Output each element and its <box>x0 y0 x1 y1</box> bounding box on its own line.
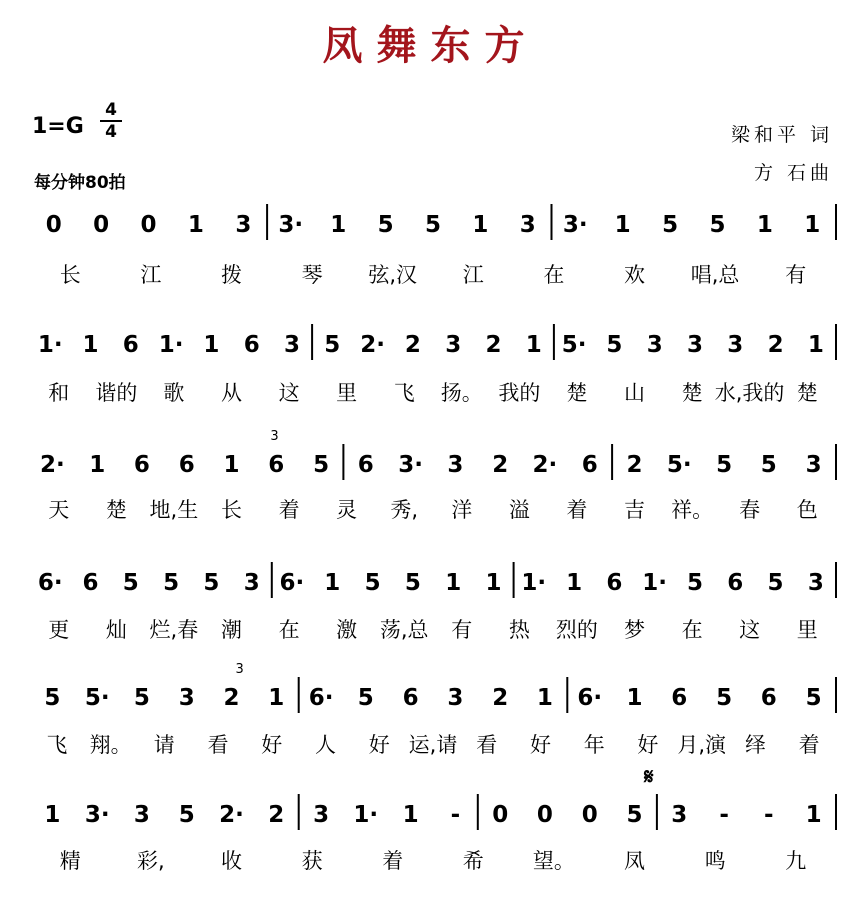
note: 5 <box>404 570 421 596</box>
note: 2 <box>485 332 502 358</box>
lyric-syllable: 梦 <box>624 618 645 642</box>
note: - <box>450 802 461 828</box>
note: 3 <box>805 452 822 478</box>
note: 1 <box>525 332 542 358</box>
lyric-syllable: 这 <box>278 381 300 405</box>
lyric-syllable: 灵 <box>336 498 358 522</box>
note: 2 <box>492 685 509 711</box>
lyric-syllable: 歌 <box>163 381 185 405</box>
lyric-syllable: 春 <box>739 498 761 522</box>
note: 1 <box>402 802 419 828</box>
note: 1 <box>472 212 489 238</box>
note: 5 <box>133 685 150 711</box>
note: 1 <box>485 570 502 596</box>
note: 1 <box>445 570 462 596</box>
lyric-syllable: 人 <box>315 733 336 757</box>
note: 3 <box>447 452 464 478</box>
note: 1 <box>566 570 583 596</box>
lyric-syllable: 请 <box>153 733 175 757</box>
time-signature-bottom: 4 <box>100 120 122 142</box>
note: 6 <box>727 570 744 596</box>
lyric-syllable: 琴 <box>301 263 323 287</box>
lyric-syllable: 运,请 <box>408 733 458 757</box>
lyric-syllable: 洋 <box>451 498 473 522</box>
note: 5 <box>324 332 341 358</box>
lyric-syllable: 楚 <box>681 381 703 405</box>
note: 6 <box>268 452 285 478</box>
note: 3· <box>84 802 110 828</box>
note: 2· <box>40 452 65 478</box>
lyric-syllable: 烈的 <box>555 618 598 642</box>
note: 5 <box>364 570 381 596</box>
note: 1· <box>353 802 379 828</box>
note: 6 <box>402 685 419 711</box>
note: 3 <box>447 685 464 711</box>
note: 6· <box>37 570 63 596</box>
lyric-syllable: 灿 <box>105 618 127 642</box>
note: 5 <box>686 570 704 596</box>
lyric-syllable: 收 <box>221 849 242 873</box>
note: 6 <box>581 452 598 478</box>
note: 1 <box>536 685 553 711</box>
tempo-marking: 每分钟80拍 <box>34 173 126 193</box>
note: 1· <box>37 332 63 358</box>
note: 5 <box>716 685 733 711</box>
note: 3 <box>178 685 195 711</box>
lyric-syllable: 月,演 <box>677 733 727 757</box>
note: 5 <box>662 212 679 238</box>
note: 5 <box>709 212 726 238</box>
lyric-syllable: 江 <box>462 263 484 287</box>
note: 2· <box>219 802 244 828</box>
lyric-syllable: 鸣 <box>704 849 726 873</box>
lyric-syllable: 祥。 <box>671 498 714 522</box>
note: 1 <box>44 802 61 828</box>
composer-credit: 方 石曲 <box>753 162 833 184</box>
lyric-syllable: 长 <box>221 498 242 522</box>
lyric-syllable: 地,生 <box>149 498 199 522</box>
note: 1 <box>203 332 220 358</box>
note: 6· <box>308 685 334 711</box>
note: 1 <box>805 802 822 828</box>
lyric-syllable: 热 <box>508 618 530 642</box>
lyric-syllable: 飞 <box>393 381 415 405</box>
lyric-syllable: 绎 <box>744 733 766 757</box>
lyric-syllable: 好 <box>368 733 390 757</box>
note: 1 <box>756 212 773 238</box>
lyric-syllable: 这 <box>739 618 761 642</box>
note: 0 <box>492 802 509 828</box>
note: 5 <box>163 570 180 596</box>
note: 5 <box>716 452 733 478</box>
note: 5 <box>313 452 330 478</box>
note: 3 <box>519 212 536 238</box>
note: 1 <box>82 332 99 358</box>
note: 3 <box>445 332 462 358</box>
note: 6 <box>82 570 99 596</box>
lyric-syllable: 长 <box>59 263 81 287</box>
lyric-syllable: 着 <box>566 498 588 522</box>
note: 5 <box>377 212 394 238</box>
note: 6 <box>243 332 260 358</box>
note: 0 <box>45 212 62 238</box>
lyric-syllable: 精 <box>59 849 81 873</box>
note: 2 <box>492 452 509 478</box>
note: 5 <box>178 802 195 828</box>
note: 1 <box>89 452 106 478</box>
note: 6 <box>760 685 777 711</box>
song-title: 凤舞东方 <box>322 22 539 69</box>
lyric-syllable: 看 <box>476 733 498 757</box>
triplet-mark: 3 <box>235 662 244 677</box>
lyric-syllable: 九 <box>785 849 807 873</box>
note: 0 <box>536 802 553 828</box>
note: 3 <box>243 570 260 596</box>
note: 3· <box>398 452 423 478</box>
note: 3· <box>562 212 588 238</box>
note: 1· <box>158 332 184 358</box>
lyric-syllable: 看 <box>207 733 229 757</box>
lyric-syllable: 在 <box>681 618 703 642</box>
lyric-syllable: 着 <box>798 733 820 757</box>
note: 2 <box>268 802 285 828</box>
lyric-syllable: 烂,春 <box>149 618 199 642</box>
note: 1 <box>626 685 643 711</box>
note: 5 <box>760 452 777 478</box>
lyric-syllable: 色 <box>796 498 818 522</box>
note: 5· <box>84 685 110 711</box>
lyric-syllable: 弦,汉 <box>368 263 418 287</box>
lyric-syllable: 有 <box>785 263 807 287</box>
note: 5 <box>122 570 139 596</box>
note: 1 <box>268 685 285 711</box>
note: 0 <box>581 802 598 828</box>
note: 0 <box>93 212 110 238</box>
lyric-syllable: 凤 <box>624 849 645 873</box>
note: 6· <box>577 685 603 711</box>
lyric-syllable: 飞 <box>46 733 68 757</box>
note: 1 <box>804 212 821 238</box>
lyric-syllable: 翔。 <box>89 733 132 757</box>
key-signature: 1=G <box>32 114 84 139</box>
lyric-syllable: 从 <box>221 381 242 405</box>
lyric-syllable: 着 <box>382 849 404 873</box>
lyric-syllable: 年 <box>583 733 605 757</box>
lyricist-credit: 梁和平 词 <box>730 124 833 146</box>
note: 2 <box>404 332 421 358</box>
note: 1 <box>324 570 341 596</box>
lyric-syllable: 谐的 <box>95 381 138 405</box>
lyric-syllable: 楚 <box>105 498 127 522</box>
lyric-syllable: 唱,总 <box>690 263 740 287</box>
triplet-mark: 3 <box>270 429 279 444</box>
note: 5 <box>606 332 623 358</box>
note: 6 <box>178 452 195 478</box>
segno-sign: 𝄋 <box>644 764 654 790</box>
lyric-syllable: 溢 <box>508 498 530 522</box>
note: 5 <box>626 802 643 828</box>
lyric-syllable: 在 <box>543 263 565 287</box>
lyric-syllable: 和 <box>48 381 70 405</box>
note: 1 <box>330 212 347 238</box>
note: 1· <box>642 570 667 596</box>
note: 5 <box>805 685 822 711</box>
lyric-syllable: 获 <box>301 849 323 873</box>
note: 5 <box>203 570 220 596</box>
lyric-syllable: 彩, <box>137 849 165 873</box>
note: - <box>764 802 774 828</box>
lyric-syllable: 天 <box>48 498 70 522</box>
note: 2 <box>223 685 240 711</box>
note: 5· <box>561 332 587 358</box>
lyric-syllable: 着 <box>278 498 300 522</box>
lyric-syllable: 潮 <box>221 618 242 642</box>
lyric-syllable: 山 <box>624 381 645 405</box>
note: 1· <box>521 570 547 596</box>
lyric-syllable: 扬。 <box>440 381 483 405</box>
lyric-syllable: 希 <box>462 849 484 873</box>
note: 3 <box>283 332 301 358</box>
lyric-syllable: 里 <box>336 381 358 405</box>
note: 3 <box>313 802 330 828</box>
note: 3 <box>133 802 150 828</box>
note: 6 <box>122 332 139 358</box>
lyric-syllable: 荡,总 <box>379 618 429 642</box>
note: 6 <box>357 452 374 478</box>
note: 6 <box>133 452 150 478</box>
note: 1 <box>614 212 631 238</box>
lyric-syllable: 里 <box>796 618 818 642</box>
note: 2 <box>767 332 784 358</box>
note: 0 <box>140 212 157 238</box>
note: 2· <box>532 452 558 478</box>
lyric-syllable: 好 <box>530 733 551 757</box>
note: 2 <box>626 452 643 478</box>
lyric-syllable: 好 <box>261 733 283 757</box>
note: 5 <box>767 570 784 596</box>
lyric-syllable: 激 <box>336 618 358 642</box>
lyric-syllable: 我的 <box>498 381 541 405</box>
lyric-syllable: 在 <box>278 618 300 642</box>
lyric-syllable: 楚 <box>566 381 588 405</box>
note: 1 <box>187 212 204 238</box>
note: 3 <box>807 570 824 596</box>
lyric-syllable: 欢 <box>624 263 645 287</box>
note: 6· <box>279 570 305 596</box>
lyric-syllable: 好 <box>637 733 659 757</box>
note: 3 <box>727 332 744 358</box>
lyric-syllable: 望。 <box>532 849 575 873</box>
note: 6 <box>671 685 688 711</box>
note: 3 <box>686 332 704 358</box>
note: 5 <box>424 212 442 238</box>
lyric-syllable: 吉 <box>624 498 645 522</box>
note: 5 <box>44 685 61 711</box>
lyric-syllable: 水,我的 <box>714 381 785 405</box>
note: 5· <box>666 452 692 478</box>
lyric-syllable: 拨 <box>221 263 242 287</box>
note: - <box>719 802 729 828</box>
lyric-syllable: 有 <box>451 618 473 642</box>
lyric-syllable: 秀, <box>390 498 419 522</box>
note: 1 <box>807 332 824 358</box>
note: 3· <box>278 212 304 238</box>
time-signature-top: 4 <box>105 100 117 120</box>
note: 6 <box>606 570 623 596</box>
note: 5 <box>357 685 374 711</box>
note: 2· <box>360 332 385 358</box>
lyric-syllable: 楚 <box>796 381 818 405</box>
note: 1 <box>223 452 240 478</box>
note: 3 <box>646 332 663 358</box>
lyric-syllable: 江 <box>140 263 162 287</box>
note: 3 <box>235 212 252 238</box>
note: 3 <box>671 802 688 828</box>
lyric-syllable: 更 <box>48 618 70 642</box>
